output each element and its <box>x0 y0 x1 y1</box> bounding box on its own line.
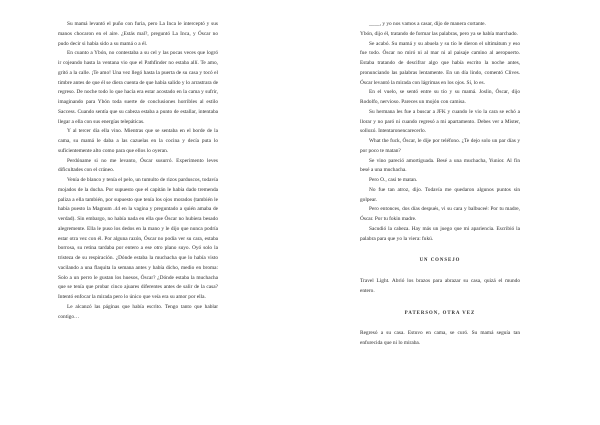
paragraph: Pero entonces, dos días después, vi su cara y balbuceé: Por tu madre, Óscar. Por tu fokin madre. <box>360 206 520 222</box>
right-text-column <box>360 20 520 349</box>
paragraph: Pero O., casi te matan. <box>369 177 418 183</box>
paragraph: ____, y yo nos vamos a casar, dijo de manera cortante. <box>369 21 486 27</box>
right-page <box>300 0 600 425</box>
paragraph: Travel Light. Abrió los brazos para abrazar su casa, quizá el mundo entero. <box>360 278 520 294</box>
paragraph: Sacudió la cabeza. Hay más un juego que mi apariencia. Escribió la palabra para que yo la viera: fukú. <box>360 225 520 242</box>
paragraph: En el vuelo, se sentó entre su tío y su mamá. Joslin, Óscar, dijo Rodolfo, nervioso. Pareces un mojón con camisa. <box>360 89 520 105</box>
paragraph: Se vino pareció amortiguada. Besé a una muchacha, Yunior. Al fin besé a una muchacha. <box>360 157 520 174</box>
paragraph: Se acabó. Su mamá y su abuela y su tío le dieron el ultimátum y eso fue todo. Óscar no miró ni al mar ni al paisaje camino al aeropuerto. Estaba tratando de descifrar algo que había escrito la noche antes, pronunciando las palabras lentamente. En un día lindo, comentó Clives. Óscar levantó la mirada con lágrimas en los ojos. Sí, lo es. <box>360 40 520 86</box>
paragraph: Le alcanzó las páginas que había escrito. Tengo tanto que hablar contigo… <box>58 303 218 320</box>
paragraph: Regresó a su casa. Estuvo en cama, se curó. Su mamá seguía tan enfurecida que ni lo miraba. <box>360 330 520 346</box>
paragraph: Perdóname si no me levanto, Óscar susurró. Experimento leves dificultades con el cráneo. <box>58 157 218 174</box>
section-heading-un-consejo: UN CONSEJO <box>419 258 461 264</box>
paragraph: Venía de blanco y tenía el pelo, un tumulto de rizos parduscos, todavía mojados de la ducha. Por supuesto que el capitán le había dado tremenda paliza a ella también, por supuesto que tenía los ojos morados (también le había puesto la Magnum .44 en la vagina y preguntado a quién amaba de verdad). Sin embargo, no había nada en ella que Óscar no hubiera besado alegremente. Ella le puso los dedos en la mano y le dijo que nunca podría estar otra vez con él. Por alguna razón, Óscar no podía ver su cara, estaba borrosa, su retina tardaba por entero a ese otro plano suyo. Oyó solo la tristeza de su respiración. ¿Dónde estaba la muchacha que lo había visto vacilando a una flaquita la semana antes y había dicho, medio en broma: Solo a un perro le gustan los huesos, Óscar? ¿Dónde estaba la muchacha que se tenía que probar cinco ajuares diferentes antes de salir de la casa? Intentó enfocar la mirada pero lo único que veía era su amor por ella. <box>58 177 218 300</box>
paragraph: Su hermana les fue a buscar a JFK y cuando le vio la cara se echó a llorar y no paró ni cuando regresó a mi apartamento. Debes ver a Mister, sollozó. Intentaronencarecerlo. <box>360 108 520 135</box>
paragraph: Ybón, dijo él, tratando de formar las palabras, pero ya se había marchado. <box>360 30 518 37</box>
left-text-column <box>58 20 218 322</box>
paragraph: Y al tercer día ella vino. Mientras que se sentaba en el borde de la cama, su mamá le daba a las cazuelas en la cocina y decía puta lo suficientemente alto como para que ellos lo oyeran. <box>58 128 218 154</box>
paragraph: No fue tan atroz, dijo. Todavía me quedaron algunos puntos sin golpear. <box>360 186 520 203</box>
paragraph: What the fuck, Óscar, le dije por teléfono. ¿Te dejo solo un par días y por poco te matan? <box>360 138 520 154</box>
paragraph: Su mamá levantó el puño con furia, pero La Inca le interceptó y sus manos chocaron en el aire. ¿Estás mal?, preguntó La Inca, y Óscar no pudo decir si había sido a su mamá o a él. <box>58 21 218 47</box>
section-heading-paterson: PATERSON, OTRA VEZ <box>404 310 476 316</box>
paragraph: En cuanto a Ybón, no contestaba a su cel y las pocas veces que logró ir cojeando hasta la ventana vio que el Pathfinder no estaba allí. Te amo, gritó a la calle. ¡Te amo! Una vez llegó hasta la puerta de su casa y tocó el timbre antes de que él se diera cuenta de que había salido y lo arrastrara de regreso. De noche todo lo que hacía era estar acostado en la cama y sufrir, imaginando para Ybón toda suerte de conclusiones horribles al estilo Saccess. Cuando sentía que su cabeza estaba a punto de estallar, intentaba llegar a ella con sus energías telepáticas. <box>58 50 218 125</box>
